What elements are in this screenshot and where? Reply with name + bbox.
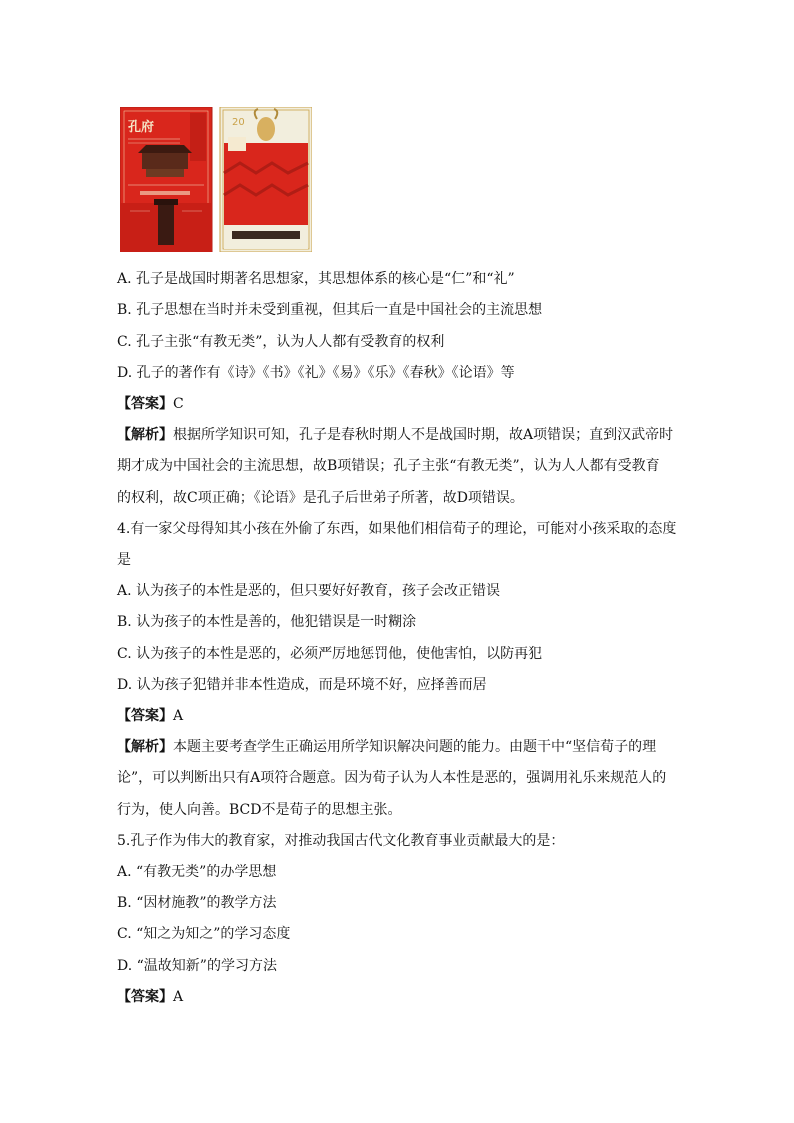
q5-stem: 5.孔子作为伟大的教育家，对推动我国古代文化教育事业贡献最大的是：	[117, 833, 565, 849]
q5-option-b: B. “因材施教”的教学方法	[117, 895, 277, 911]
q4-option-b: B. 认为孩子的本性是善的，他犯错误是一时糊涂	[117, 614, 417, 630]
q4-stem-line-1: 4.有一家父母得知其小孩在外偷了东西，如果他们相信荀子的理论，可能对小孩采取的态度	[117, 521, 677, 537]
left-pack-brand-text: 孔府	[128, 120, 155, 135]
q4-answer	[117, 706, 183, 726]
q4-option-d: D. 认为孩子犯错并非本性造成，而是环境不好，应择善而居	[117, 677, 487, 693]
q4-stem-line-2: 是	[117, 552, 131, 568]
q3-answer-value: C	[173, 396, 184, 412]
q4-option-a: A. 认为孩子的本性是恶的，但只要好好教育，孩子会改正错误	[117, 583, 501, 599]
q3-option-c: C. 孔子主张“有教无类”，认为人人都有受教育的权利	[117, 334, 445, 350]
q3-option-a: A. 孔子是战国时期著名思想家，其思想体系的核心是“仁”和“礼”	[117, 271, 515, 287]
q3-answer-label: 【答案】	[117, 396, 173, 412]
q4-analysis-line-1	[117, 737, 656, 757]
q3-option-b: B. 孔子思想在当时并未受到重视，但其后一直是中国社会的主流思想	[117, 302, 543, 318]
q4-option-c: C. 认为孩子的本性是恶的，必须严厉地惩罚他，使他害怕，以防再犯	[117, 646, 543, 662]
q3-analysis-line-3: 的权利，故C项正确；《论语》是孔子后世弟子所著，故D项错误。	[117, 490, 524, 506]
q4-analysis-line-2: 论”，可以判断出只有A项符合题意。因为荀子认为人本性是恶的，强调用礼乐来规范人的	[117, 770, 667, 786]
q4-analysis-line-3: 行为，使人向善。BCD不是荀子的思想主张。	[117, 802, 402, 818]
q5-option-c: C. “知之为知之”的学习态度	[117, 926, 291, 942]
q3-analysis-text-1: 根据所学知识可知，孔子是春秋时期人不是战国时期，故A项错误；直到汉武帝时	[173, 427, 674, 443]
q4-answer-label: 【答案】	[117, 708, 173, 724]
cigarette-packs-figure	[120, 107, 312, 252]
q4-answer-value: A	[173, 708, 184, 724]
q3-analysis-line-1	[117, 425, 673, 445]
q3-analysis-line-2: 期才成为中国社会的主流思想，故B项错误；孔子主张“有教无类”，认为人人都有受教育	[117, 458, 660, 474]
q5-option-a: A. “有教无类”的办学思想	[117, 864, 277, 880]
q5-answer-value: A	[173, 989, 184, 1005]
cigarette-packs-image	[120, 107, 312, 252]
q5-answer-label: 【答案】	[117, 989, 173, 1005]
q4-analysis-label: 【解析】	[117, 739, 173, 755]
q4-analysis-text-1: 本题主要考查学生正确运用所学知识解决问题的能力。由题干中“坚信荀子的理	[173, 739, 657, 755]
q3-analysis-label: 【解析】	[117, 427, 173, 443]
q3-option-d: D. 孔子的著作有《诗》《书》《礼》《易》《乐》《春秋》《论语》等	[117, 365, 515, 381]
q5-answer	[117, 987, 183, 1007]
q5-option-d: D. “温故知新”的学习方法	[117, 958, 277, 974]
q3-answer	[117, 394, 184, 414]
right-pack-number-text: 20	[232, 117, 245, 128]
